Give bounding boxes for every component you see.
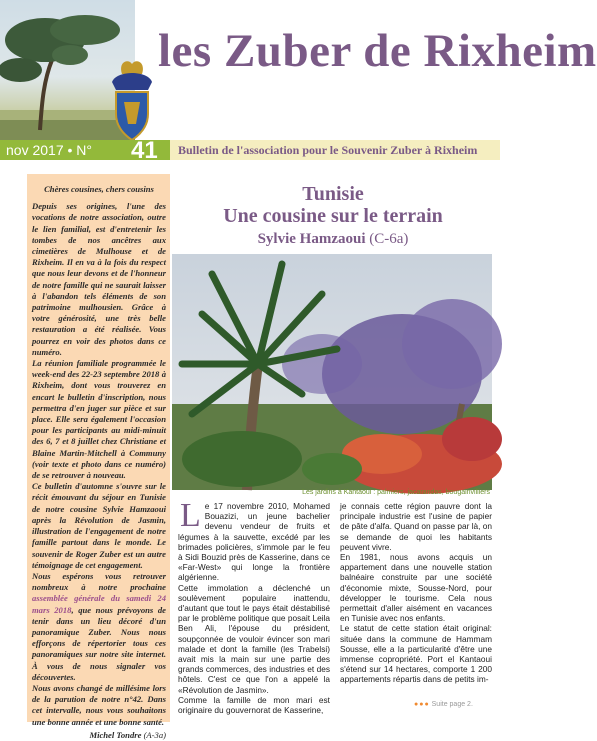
article-column-left <box>178 497 330 716</box>
article-author <box>178 231 488 248</box>
issue-date: nov 2017 • N° <box>6 142 92 158</box>
author-name: Sylvie Hamzaoui <box>257 231 366 247</box>
general-assembly-highlight: assemblée générale du samedi 24 mars 2018 <box>32 593 166 615</box>
signature-ref: (A-3a) <box>143 729 166 740</box>
editorial-paragraph: Depuis ses origines, l'une des vocations de notre association, outre le lien familial, est d'entretenir les tombes de nos ancêtres aux cimetières de Mulhouse et de Rixheim. Il en va à la fois du respect que nous leur devons et de l'honneur de notre famille qui ne saurait laisser à l'abandon tels éléments de son patrimoine mulhousien. Grâce à votre générosité, une très belle restauration a été réalisée. Vous pourrez en voir des photos dans ce numéro. <box>32 201 166 357</box>
garden-photo <box>172 254 492 490</box>
author-ref: (C-6a) <box>369 231 409 247</box>
editorial-text-segment: Nous espérons vous retrouver nombreux à notre prochaine <box>32 570 166 593</box>
editorial-paragraph: Ce bulletin d'automne s'ouvre sur le récit émouvant du séjour en Tunisie de notre cousine Sylvie Hamzaoui après la Révolution de Jasmin, illustration de l'engagement de notre famille partout dans le monde. Le souvenir de Roger Zuber est un autre témoignage de cet engagement. <box>32 481 166 570</box>
article-paragraph: En 1981, nous avons acquis un appartement dans une nouvelle station balnéaire construite par une société d'économie mixte, Sousse-Nord, pour développer le tourisme. Cela nous permettait d'aller aisément en vacances en Tunisie avec nos enfants. <box>340 552 492 624</box>
continued-label: Suite page 2. <box>431 701 473 708</box>
editorial-text <box>32 184 166 741</box>
drop-cap: L <box>180 497 201 534</box>
article-paragraph: Comme la famille de mon mari est originaire du gouvernorat de Kasserine, <box>178 694 330 716</box>
article-title-line1: Tunisie <box>302 183 364 205</box>
editorial-greeting: Chères cousines, chers cousins <box>44 184 154 194</box>
article-paragraph: Cette immolation a déclenché un soulèvement populaire inattendu, d'autant que tout le pays était déstabilisé par le problème politique que posait Leila Ben Ali, l'épouse du président, soupçonnée de vouloir évincer son mari malade et dont la famille (les Trabelsi) avait mis la main sur une partie des grands commerces, des industries et des hôtels. C'est ce que l'on a appelé la «Révolution de Jasmin». <box>178 582 330 695</box>
editorial-signature <box>32 730 166 741</box>
dots-icon: ●●● <box>414 701 430 708</box>
newsletter-title: les Zuber de Rixheim <box>158 25 597 77</box>
coat-of-arms-icon <box>108 56 156 142</box>
article-title <box>178 183 488 227</box>
article-column-right <box>340 501 492 685</box>
photo-caption: Les jardins à Kantaoui : palmiers, jacarandas, bougainvilliers <box>302 489 490 496</box>
editorial-paragraph: La réunion familiale programmée le week-end des 22-23 septembre 2018 à Rixheim, dont vous trouverez en encart le bulletin d'inscription, nous permettra d'en juger sur pièce et sur place. Elle sera également l'occasion pour les participants au midi-minuit des 6, 7 et 8 juillet chez Christiane et Blaine Martin-Mitchell à Communy (voir texte et photo dans ce numéro) de se retrouver à nouveau. <box>32 358 166 481</box>
editorial-paragraph: Nous avons changé de millésime lors de la parution de notre n°42. Dans cet intervalle, nous vous souhaitons une bonne année et une bonne santé. <box>32 682 166 727</box>
issue-number: 41 <box>131 137 158 164</box>
bulletin-subtitle: Bulletin de l'association pour le Souvenir Zuber à Rixheim <box>178 143 478 157</box>
article-paragraph <box>178 497 330 583</box>
masthead <box>0 0 597 140</box>
editorial-paragraph <box>32 571 166 683</box>
article-paragraph: Le statut de cette station était original: située dans la commune de Hammam Sousse, elle a la particularité d'être une immense copropriété. Port el Kantaoui s'étend sur 14 hectares, comporte 1 200 appartements répartis dans de petits im- <box>340 623 492 685</box>
article-title-line2: Une cousine sur le terrain <box>223 205 443 227</box>
editorial-text-segment: , que nous prévoyons de tenir dans un lieu décoré d'un panoramique Zuber. Nous nous efforçons de répertorier tous ces panoramiques sur notre site internet. À vous de nous signaler vos découvertes. <box>32 604 166 682</box>
article-paragraph: je connais cette région pauvre dont la principale industrie est l'usine de papier de pâte d'alfa. Quand on passe par là, on se demande de quoi les habitants peuvent vivre. <box>340 501 492 552</box>
signature-name: Michel Tondre <box>89 729 142 740</box>
article-text-segment: e 17 novembre 2010, Mohamed Bouazizi, un jeune bachelier devenu vendeur de fruits et légumes à la sauvette, excédé par les brimades policières, s'immole par le feu à Sidi Bouzid près de Kasserine, dans ce «Far-West» qui longe la frontière algérienne. <box>178 501 330 583</box>
continued-link[interactable] <box>414 701 473 708</box>
